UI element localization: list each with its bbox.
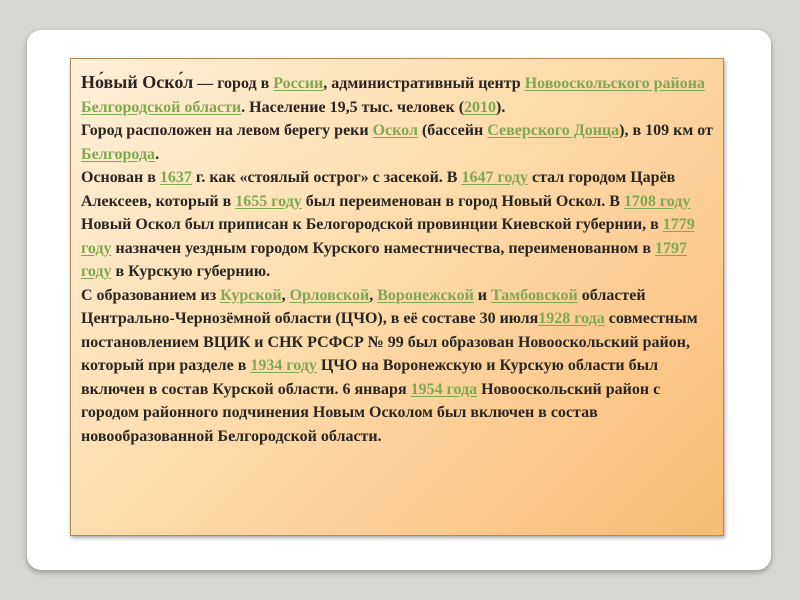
link-1637[interactable]: 1637 [159, 169, 192, 186]
text: ). [496, 98, 506, 116]
text: , [281, 286, 290, 304]
text: ЦЧО на Воронежскую и Курскую области был включен в состав Курской области. 6 января [81, 357, 659, 398]
link-orel-oblast[interactable]: Орловской [289, 286, 370, 304]
link-1954[interactable]: 1954 года [410, 380, 478, 398]
text: , административный центр [323, 75, 525, 92]
text: . [155, 145, 160, 163]
text: Новооскольский район с городом районного подчинения Новым Осколом был включен в состав новообразованной Белгородской области. [81, 380, 661, 445]
link-seversky-donets[interactable]: Северского Донца [487, 122, 620, 139]
text: С образованием из [81, 286, 221, 304]
text: г. как «стоялый острог» с засекой. В [191, 169, 462, 186]
text: Город расположен на левом берегу реки [81, 122, 373, 139]
text: был переименован в город Новый Оскол. В [301, 192, 624, 210]
link-oskol-river[interactable]: Оскол [372, 122, 418, 139]
paragraph-history [81, 166, 715, 284]
text: . Население 19,5 тыс. человек ( [241, 98, 465, 116]
link-1779[interactable]: 1779 году [81, 216, 695, 257]
text: в Курскую губернию. [111, 263, 271, 280]
article-textbox [70, 58, 724, 536]
paragraph-soviet-period [81, 284, 715, 449]
text: — город в [193, 75, 274, 92]
text: Основан в [81, 169, 160, 186]
text: стал городом Царёв Алексеев, который в [81, 169, 676, 210]
link-voronezh-oblast[interactable]: Воронежской [377, 286, 474, 304]
link-1647[interactable]: 1647 году [461, 169, 528, 186]
link-1708[interactable]: 1708 году [623, 192, 691, 210]
link-1928[interactable]: 1928 года [538, 310, 605, 327]
article-title: Но́вый Оско́л [81, 72, 194, 92]
text: , [369, 286, 378, 304]
link-novooskolsky-district[interactable]: Новооскольского района [524, 75, 705, 92]
text: (бассейн [417, 122, 488, 139]
paragraph-geography [81, 119, 715, 166]
text: назначен уездным городом Курского наместничества, переименованном в [111, 239, 655, 257]
link-russia[interactable]: России [273, 75, 324, 92]
link-1797[interactable]: 1797 году [81, 239, 687, 280]
link-1655[interactable]: 1655 году [235, 192, 302, 210]
link-belgorod[interactable]: Белгорода [81, 145, 156, 163]
paragraph-intro [81, 71, 715, 119]
text: совместным постановлением ВЦИК и СНК РСФСР № 99 был образован Новооскольский район, который при разделе в [81, 310, 698, 374]
text: Новый Оскол был приписан к Белогородской провинции Киевской губернии, в [81, 216, 663, 233]
link-1934[interactable]: 1934 году [250, 357, 317, 374]
text: и [473, 286, 491, 304]
link-2010[interactable]: 2010 [464, 98, 497, 116]
link-kursk-oblast[interactable]: Курской [220, 286, 282, 304]
link-belgorod-oblast[interactable]: Белгородской области [81, 98, 242, 116]
text: областей Центрально-Чернозёмной области (ЦЧО), в её составе 30 июля [81, 286, 646, 327]
text: ), в 109 км от [619, 122, 713, 139]
link-tambov-oblast[interactable]: Тамбовской [491, 286, 578, 304]
